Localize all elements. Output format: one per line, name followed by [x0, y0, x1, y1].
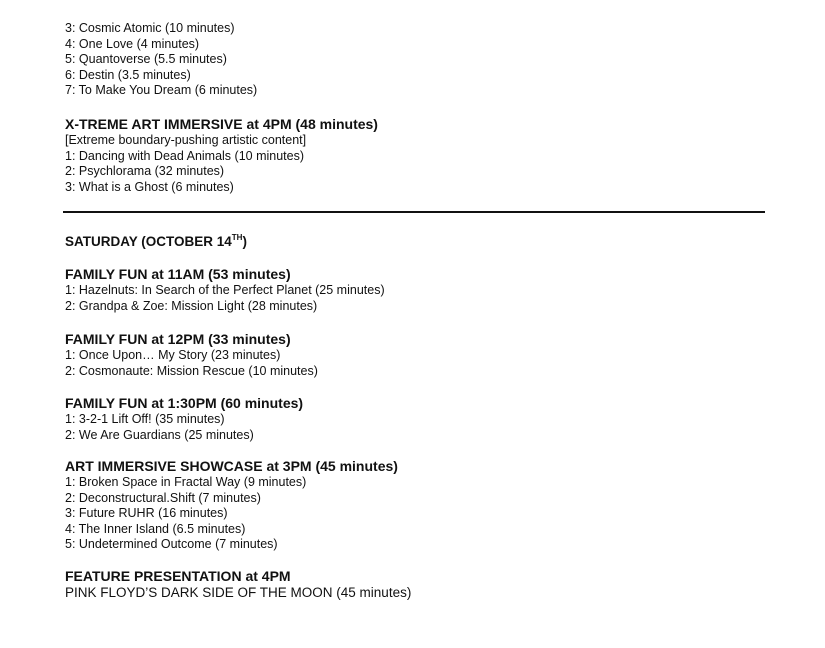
list-item: 1: Once Upon… My Story (23 minutes) [65, 348, 281, 362]
family-fun-12pm-section [65, 331, 765, 379]
list-item: 3: Cosmic Atomic (10 minutes) [65, 21, 235, 35]
list-item: 3: Future RUHR (16 minutes) [65, 506, 228, 521]
day-heading [65, 234, 765, 250]
section-divider [63, 211, 765, 213]
list-item: 1: Hazelnuts: In Search of the Perfect Planet (25 minutes) [65, 283, 385, 297]
section-note: [Extreme boundary-pushing artistic content] [65, 133, 307, 147]
list-item: 2: Deconstructural.Shift (7 minutes) [65, 490, 261, 505]
list-item: 4: One Love (4 minutes) [65, 36, 200, 51]
day-ordinal: TH [231, 233, 243, 242]
list-item: 1: Dancing with Dead Animals (10 minutes) [65, 148, 305, 163]
top-program-list [65, 21, 765, 99]
list-item: 2: Cosmonaute: Mission Rescue (10 minutes) [65, 363, 318, 378]
feature-title: PINK FLOYD’S DARK SIDE OF THE MOON (45 minutes) [65, 585, 412, 600]
list-item: 3: What is a Ghost (6 minutes) [65, 179, 234, 194]
list-item: 7: To Make You Dream (6 minutes) [65, 83, 258, 98]
art-immersive-showcase-section [65, 458, 765, 553]
section-heading: X-TREME ART IMMERSIVE at 4PM (48 minutes) [65, 116, 378, 132]
list-item: 1: Broken Space in Fractal Way (9 minutes) [65, 475, 307, 489]
list-item: 2: Grandpa & Zoe: Mission Light (28 minutes) [65, 298, 318, 313]
family-fun-130pm-section [65, 395, 765, 443]
list-item: 1: 3-2-1 Lift Off! (35 minutes) [65, 412, 225, 426]
section-heading: FAMILY FUN at 12PM (33 minutes) [65, 331, 291, 347]
list-item: 2: We Are Guardians (25 minutes) [65, 427, 254, 442]
section-heading: ART IMMERSIVE SHOWCASE at 3PM (45 minutes) [65, 458, 398, 474]
list-item: 5: Undetermined Outcome (7 minutes) [65, 537, 278, 552]
day-close: ) [242, 234, 247, 249]
family-fun-11am-section [65, 266, 765, 314]
list-item: 4: The Inner Island (6.5 minutes) [65, 521, 246, 536]
list-item: 6: Destin (3.5 minutes) [65, 67, 191, 82]
section-heading: FEATURE PRESENTATION at 4PM [65, 568, 291, 584]
list-item: 5: Quantoverse (5.5 minutes) [65, 52, 227, 67]
section-heading: FAMILY FUN at 1:30PM (60 minutes) [65, 395, 304, 411]
day-label: SATURDAY (OCTOBER 14 [65, 234, 232, 249]
section-heading: FAMILY FUN at 11AM (53 minutes) [65, 266, 291, 282]
list-item: 2: Psychlorama (32 minutes) [65, 164, 225, 179]
feature-presentation-section [65, 568, 765, 601]
xtreme-section [65, 116, 765, 195]
